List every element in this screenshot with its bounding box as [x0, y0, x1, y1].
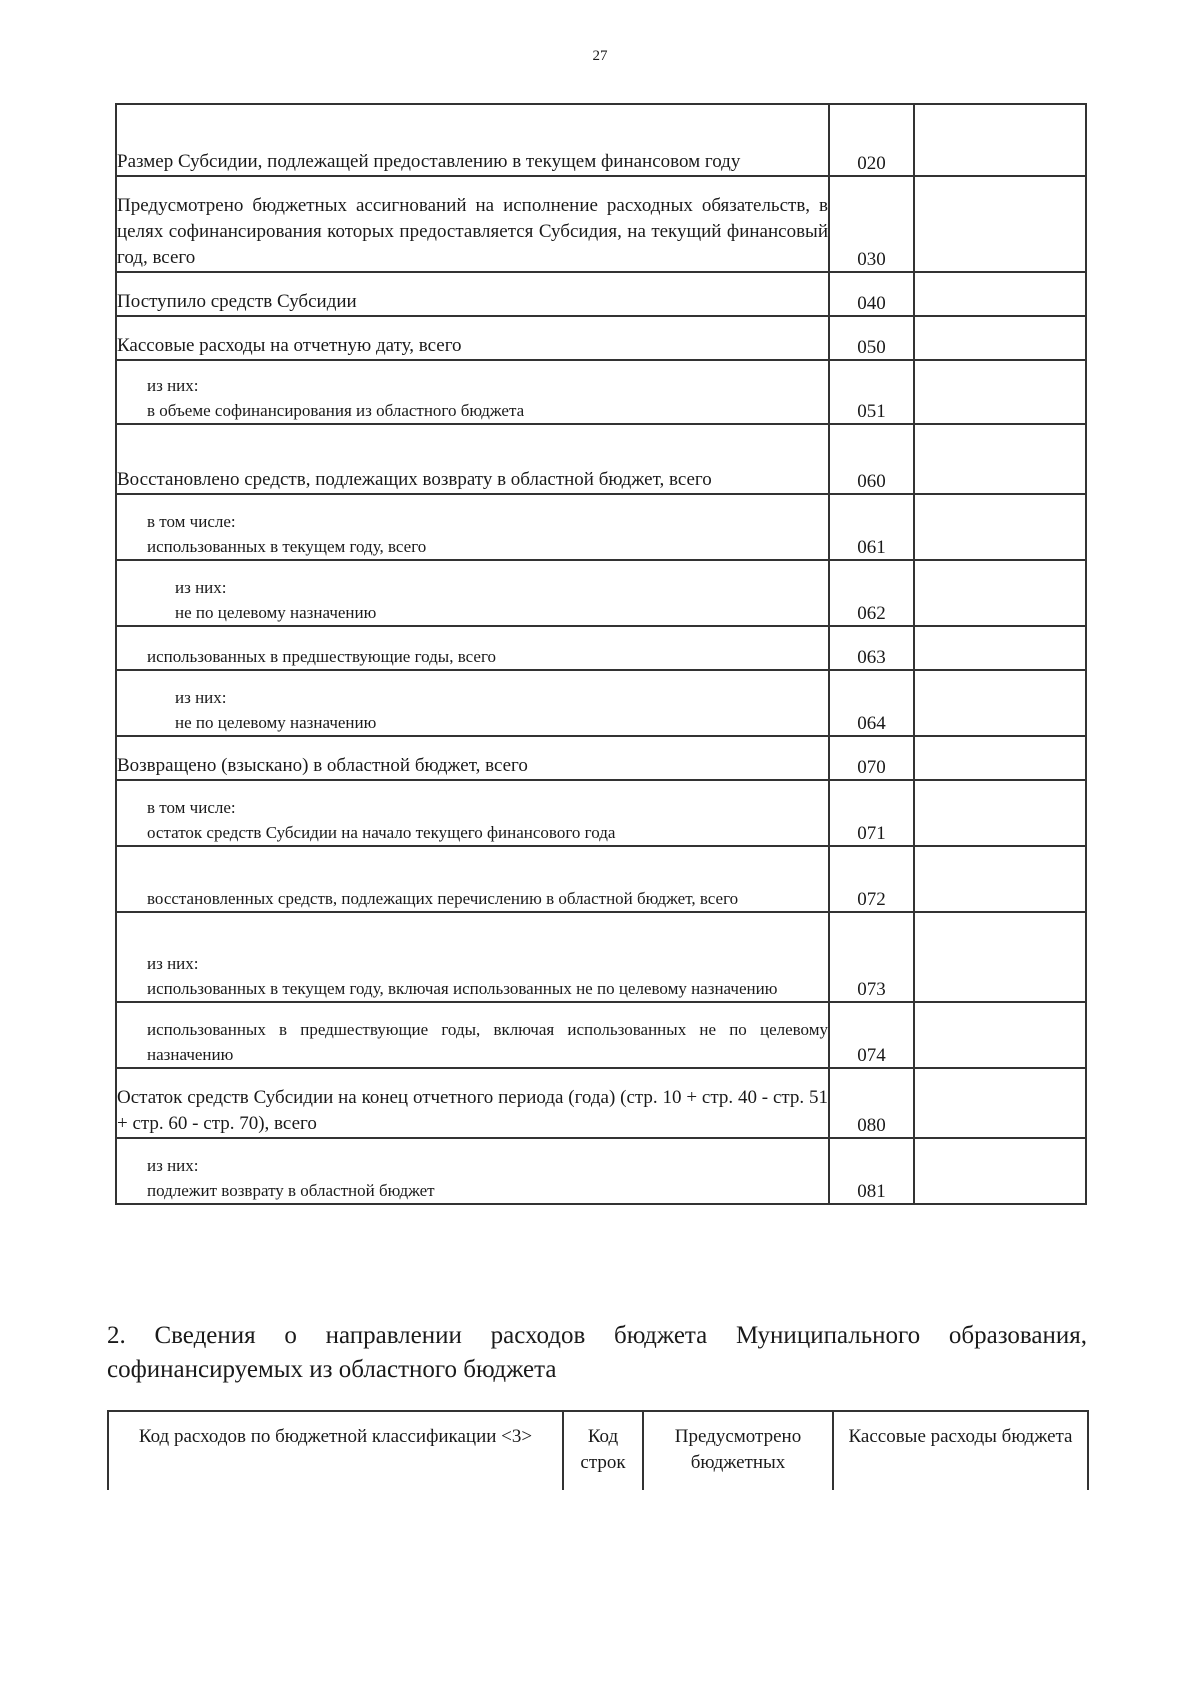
- row-label: подлежит возврату в областной бюджет: [147, 1181, 435, 1200]
- row-value-cell[interactable]: [914, 104, 1086, 176]
- row-value-cell[interactable]: [914, 1002, 1086, 1068]
- table-row: [116, 1138, 1086, 1204]
- row-label-cell: [116, 424, 829, 494]
- row-code: 070: [829, 736, 914, 780]
- row-code: 073: [829, 912, 914, 1002]
- row-code: 081: [829, 1138, 914, 1204]
- table-row: [116, 626, 1086, 670]
- row-label: не по целевому назначению: [175, 603, 377, 622]
- subsidy-report-table: [115, 103, 1087, 1205]
- row-label-cell: [116, 494, 829, 560]
- table-row: [116, 736, 1086, 780]
- row-label-cell: [116, 912, 829, 1002]
- row-code: 020: [829, 104, 914, 176]
- row-code: 050: [829, 316, 914, 360]
- table-row: [116, 1068, 1086, 1138]
- row-label: использованных в текущем году, включая использованных не по целевому назначению: [147, 979, 778, 998]
- section-2-title: 2. Сведения о направлении расходов бюджета Муниципального образования, софинансируемых из областного бюджета: [107, 1322, 1087, 1383]
- row-label: не по целевому назначению: [175, 713, 377, 732]
- table-row: [116, 176, 1086, 272]
- header-line-code: Код строк: [563, 1411, 643, 1490]
- row-label-cell: [116, 846, 829, 912]
- row-label: Кассовые расходы на отчетную дату, всего: [117, 335, 462, 356]
- row-label-cell: [116, 176, 829, 272]
- row-value-cell[interactable]: [914, 176, 1086, 272]
- row-label-cell: [116, 316, 829, 360]
- row-label-cell: [116, 780, 829, 846]
- table-row: [116, 316, 1086, 360]
- table-row: [116, 360, 1086, 424]
- table-row: [116, 670, 1086, 736]
- header-planned: Предусмотрено бюджетных: [643, 1411, 833, 1490]
- row-label-cell: [116, 560, 829, 626]
- row-label: восстановленных средств, подлежащих перечислению в областной бюджет, всего: [147, 889, 739, 908]
- row-code: 063: [829, 626, 914, 670]
- row-value-cell[interactable]: [914, 626, 1086, 670]
- row-label: Остаток средств Субсидии на конец отчетного периода (года) (стр. 10 + стр. 40 - стр. 51 + стр. 60 - стр. 70), всего: [117, 1087, 828, 1134]
- table-row: [116, 424, 1086, 494]
- row-label-cell: [116, 104, 829, 176]
- row-value-cell[interactable]: [914, 780, 1086, 846]
- header-cash-expenses: Кассовые расходы бюджета: [833, 1411, 1088, 1490]
- row-prefix: из них:: [175, 578, 227, 597]
- row-value-cell[interactable]: [914, 846, 1086, 912]
- row-code: 060: [829, 424, 914, 494]
- row-label-cell: [116, 1068, 829, 1138]
- row-value-cell[interactable]: [914, 360, 1086, 424]
- table-row: [116, 780, 1086, 846]
- row-label: Размер Субсидии, подлежащей предоставлению в текущем финансовом году: [117, 151, 741, 172]
- table-row: [116, 846, 1086, 912]
- table-row: [116, 494, 1086, 560]
- table-row: [116, 272, 1086, 316]
- row-value-cell[interactable]: [914, 1138, 1086, 1204]
- row-label: Возвращено (взыскано) в областной бюджет, всего: [117, 755, 528, 776]
- section-2-table: [107, 1410, 1089, 1490]
- row-label-cell: [116, 272, 829, 316]
- row-value-cell[interactable]: [914, 1068, 1086, 1138]
- row-prefix: в том числе:: [147, 798, 236, 817]
- row-value-cell[interactable]: [914, 736, 1086, 780]
- row-value-cell[interactable]: [914, 494, 1086, 560]
- row-label-cell: [116, 736, 829, 780]
- row-code: 071: [829, 780, 914, 846]
- table-row: [116, 1002, 1086, 1068]
- row-label-cell: [116, 670, 829, 736]
- row-value-cell[interactable]: [914, 670, 1086, 736]
- row-code: 051: [829, 360, 914, 424]
- row-label-cell: [116, 1138, 829, 1204]
- row-value-cell[interactable]: [914, 424, 1086, 494]
- row-label: использованных в предшествующие годы, всего: [147, 647, 496, 666]
- row-label: использованных в текущем году, всего: [147, 537, 427, 556]
- section-2-header-row: [108, 1411, 1088, 1490]
- row-label: Предусмотрено бюджетных ассигнований на исполнение расходных обязательств, в целях софинансирования которых предоставляется Субсидия, на текущий финансовый год, всего: [117, 195, 828, 268]
- row-code: 061: [829, 494, 914, 560]
- row-code: 074: [829, 1002, 914, 1068]
- row-code: 062: [829, 560, 914, 626]
- row-prefix: из них:: [175, 688, 227, 707]
- row-label-cell: [116, 360, 829, 424]
- row-value-cell[interactable]: [914, 272, 1086, 316]
- row-label: Восстановлено средств, подлежащих возврату в областной бюджет, всего: [117, 469, 712, 490]
- row-label-cell: [116, 1002, 829, 1068]
- row-label: использованных в предшествующие годы, включая использованных не по целевому назначению: [147, 1020, 828, 1064]
- table-row: [116, 912, 1086, 1002]
- row-code: 072: [829, 846, 914, 912]
- row-label: Поступило средств Субсидии: [117, 291, 357, 312]
- table-row: [116, 104, 1086, 176]
- page-number: 27: [592, 48, 608, 64]
- report-table-body: [116, 104, 1086, 1204]
- table-row: [116, 560, 1086, 626]
- row-value-cell[interactable]: [914, 316, 1086, 360]
- row-prefix: из них:: [147, 954, 199, 973]
- row-code: 040: [829, 272, 914, 316]
- row-label: остаток средств Субсидии на начало текущего финансового года: [147, 823, 616, 842]
- header-expense-code: Код расходов по бюджетной классификации <3>: [108, 1411, 563, 1490]
- row-value-cell[interactable]: [914, 560, 1086, 626]
- row-prefix: из них:: [147, 1156, 199, 1175]
- row-label: в объеме софинансирования из областного бюджета: [147, 401, 525, 420]
- row-code: 064: [829, 670, 914, 736]
- row-code: 030: [829, 176, 914, 272]
- row-value-cell[interactable]: [914, 912, 1086, 1002]
- row-code: 080: [829, 1068, 914, 1138]
- row-label-cell: [116, 626, 829, 670]
- row-prefix: в том числе:: [147, 512, 236, 531]
- row-prefix: из них:: [147, 376, 199, 395]
